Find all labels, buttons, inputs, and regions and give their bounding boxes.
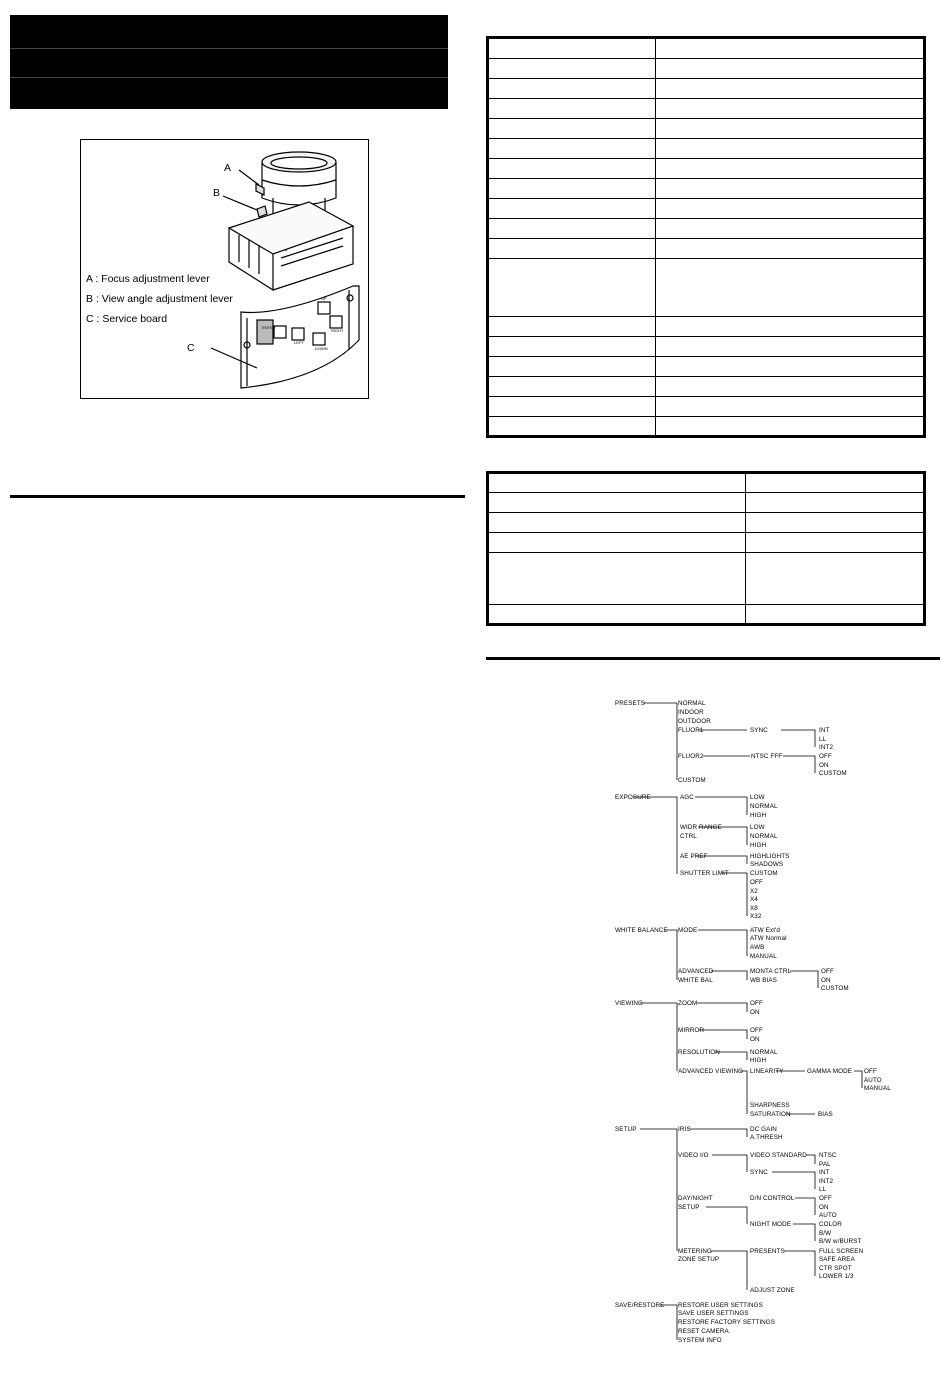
- board-button-enter: ENTER: [262, 325, 276, 330]
- menu-wb-advanced: ADVANCED: [678, 968, 714, 975]
- menu-agc-high: HIGH: [750, 812, 767, 819]
- menu-presents-ctr: CTR SPOT: [819, 1265, 852, 1272]
- menu-restore-user: RESTORE USER SETTINGS: [678, 1302, 763, 1309]
- menu-wdr-low: LOW: [750, 824, 765, 831]
- menu-presets-normal: NORMAL: [678, 700, 706, 707]
- menu-viewing-zoom: ZOOM: [678, 1000, 698, 1007]
- menu-setup-metering: METERING: [678, 1248, 713, 1255]
- menu-setup-day-night: DAY/NIGHT: [678, 1195, 713, 1202]
- menu-ae-shadows: SHADOWS: [750, 861, 784, 868]
- menu-save-user: SAVE USER SETTINGS: [678, 1310, 749, 1317]
- section-rule-left: [10, 495, 465, 498]
- menu-sync-int: INT: [819, 727, 830, 734]
- board-button-left: LEFT: [294, 340, 304, 345]
- menu-presents-safe: SAFE AREA: [819, 1256, 855, 1263]
- menu-wb-bias: WB BIAS: [750, 977, 777, 984]
- menu-system-info: SYSTEM INFO: [678, 1337, 722, 1344]
- menu-exposure-wdr-ctrl: CTRL: [680, 833, 697, 840]
- menu-ntsc-off: OFF: [819, 753, 832, 760]
- spec-table-1: [486, 36, 926, 438]
- menu-presets-outdoor: OUTDOOR: [678, 718, 711, 725]
- menu-shutter-x8: X8: [750, 905, 758, 912]
- menu-viewing-advanced: ADVANCED VIEWING: [678, 1068, 744, 1075]
- board-button-down: DOWN: [315, 346, 328, 351]
- menu-ntsc-custom: CUSTOM: [819, 770, 847, 777]
- menu-mirror-on: ON: [750, 1036, 760, 1043]
- menu-iris-athresh: A.THRESH: [750, 1134, 783, 1141]
- menu-setup-day-night-2: SETUP: [678, 1204, 700, 1211]
- menu-monta-on: ON: [821, 977, 831, 984]
- callout-c: C: [187, 342, 195, 354]
- camera-illustration: [80, 139, 369, 399]
- menu-presets-fluor1: FLUOR1: [678, 727, 704, 734]
- menu-viewing-mirror: MIRROR: [678, 1027, 705, 1034]
- menu-video-pal: PAL: [819, 1161, 831, 1168]
- menu-gamma-off: OFF: [864, 1068, 877, 1075]
- menu-wb-atw-extd: ATW Ext'd: [750, 927, 780, 934]
- menu-setup-presents: PRESENTS: [750, 1248, 785, 1255]
- menu-saturation-bias: BIAS: [818, 1111, 833, 1118]
- menu-setup-video-standard: VIDEO STANDARD: [750, 1152, 807, 1159]
- legend-focus-lever: A : Focus adjustment lever: [86, 273, 210, 285]
- menu-presets: PRESETS: [615, 700, 646, 707]
- legend-view-angle-lever: B : View angle adjustment lever: [86, 293, 233, 305]
- menu-viewing-linearity: LINEARITY: [750, 1068, 784, 1075]
- menu-resolution-normal: NORMAL: [750, 1049, 778, 1056]
- menu-shutter-custom: CUSTOM: [750, 870, 778, 877]
- menu-monta-off: OFF: [821, 968, 834, 975]
- menu-iris-dc-gain: DC GAIN: [750, 1126, 777, 1133]
- menu-viewing-sharpness: SHARPNESS: [750, 1102, 790, 1109]
- menu-gamma-manual: MANUAL: [864, 1085, 891, 1092]
- menu-setup-iris: IRIS: [678, 1126, 691, 1133]
- menu-presets-indoor: INDOOR: [678, 709, 704, 716]
- board-button-up: UP: [321, 296, 327, 301]
- callout-b: B: [213, 187, 221, 199]
- menu-zoom-off: OFF: [750, 1000, 763, 1007]
- menu-reset-camera: RESET CAMERA: [678, 1328, 729, 1335]
- menu-save-restore: SAVE/RESTORE: [615, 1302, 665, 1309]
- menu-wb-atw-normal: ATW Normal: [750, 935, 787, 942]
- menu-night-color: COLOR: [819, 1221, 842, 1228]
- board-button-right: RIGHT: [331, 328, 344, 333]
- menu-presets-sync: SYNC: [750, 727, 768, 734]
- section-rule-right: [486, 657, 940, 660]
- camera-module-drawing: [81, 140, 368, 398]
- menu-night-bw-burst: B/W w/BURST: [819, 1238, 862, 1245]
- menu-zoom-on: ON: [750, 1009, 760, 1016]
- menu-wb-monta-ctrl: MONTA CTRL: [750, 968, 792, 975]
- menu-shutter-x2: X2: [750, 888, 758, 895]
- menu-agc-low: LOW: [750, 794, 765, 801]
- menu-night-bw: B/W: [819, 1230, 832, 1237]
- menu-setup-dn-control: D/N CONTROL: [750, 1195, 795, 1202]
- menu-presents-full: FULL SCREEN: [819, 1248, 864, 1255]
- menu-dn-off: OFF: [819, 1195, 832, 1202]
- menu-mirror-off: OFF: [750, 1027, 763, 1034]
- menu-setup-sync-ll: LL: [819, 1186, 827, 1193]
- menu-dn-auto: AUTO: [819, 1212, 837, 1219]
- menu-setup-adjust-zone: ADJUST ZONE: [750, 1287, 795, 1294]
- header-bar: [10, 15, 448, 109]
- menu-exposure-wdr: WIDR RANGE: [680, 824, 722, 831]
- menu-setup-sync-int: INT: [819, 1169, 830, 1176]
- menu-viewing-resolution: RESOLUTION: [678, 1049, 720, 1056]
- menu-monta-custom: CUSTOM: [821, 985, 849, 992]
- menu-shutter-x4: X4: [750, 896, 758, 903]
- menu-setup-sync-int2: INT2: [819, 1178, 834, 1185]
- menu-shutter-off: OFF: [750, 879, 763, 886]
- menu-wdr-high: HIGH: [750, 842, 767, 849]
- menu-sync-ll: LL: [819, 736, 827, 743]
- menu-exposure-ae-pref: AE PREF: [680, 853, 708, 860]
- menu-ae-highlights: HIGHLIGHTS: [750, 853, 790, 860]
- menu-exposure: EXPOSURE: [615, 794, 651, 801]
- legend-service-board: C : Service board: [86, 313, 168, 325]
- spec-table-2: [486, 471, 926, 626]
- menu-shutter-x32: X32: [750, 913, 762, 920]
- menu-restore-factory: RESTORE FACTORY SETTINGS: [678, 1319, 776, 1326]
- menu-exposure-agc: AGC: [680, 794, 694, 801]
- menu-sync-int2: INT2: [819, 744, 834, 751]
- menu-video-ntsc: NTSC: [819, 1152, 837, 1159]
- menu-agc-normal: NORMAL: [750, 803, 778, 810]
- menu-presets-fluor2: FLUOR2: [678, 753, 704, 760]
- menu-wb-manual: MANUAL: [750, 953, 777, 960]
- menu-ntsc-on: ON: [819, 762, 829, 769]
- menu-setup: SETUP: [615, 1126, 637, 1133]
- menu-wdr-normal: NORMAL: [750, 833, 778, 840]
- menu-setup-video-io: VIDEO I/O: [678, 1152, 709, 1159]
- menu-viewing-gamma-mode: GAMMA MODE: [807, 1068, 853, 1075]
- menu-presets-custom: CUSTOM: [678, 777, 706, 784]
- menu-wb-mode: MODE: [678, 927, 698, 934]
- menu-presents-lower: LOWER 1/3: [819, 1273, 854, 1280]
- menu-white-balance: WHITE BALANCE: [615, 927, 668, 934]
- menu-presets-ntsc-fff: NTSC FFF: [751, 753, 783, 760]
- menu-setup-sync: SYNC: [750, 1169, 768, 1176]
- osd-menu-tree: [600, 692, 930, 1352]
- menu-wb-awb: AWB: [750, 944, 765, 951]
- menu-exposure-shutter: SHUTTER LIMIT: [680, 870, 729, 877]
- menu-viewing-saturation: SATURATION: [750, 1111, 791, 1118]
- menu-resolution-high: HIGH: [750, 1057, 767, 1064]
- menu-dn-on: ON: [819, 1204, 829, 1211]
- menu-setup-night-mode: NIGHT MODE: [750, 1221, 792, 1228]
- menu-setup-metering-2: ZONE SETUP: [678, 1256, 720, 1263]
- menu-viewing: VIEWING: [615, 1000, 643, 1007]
- menu-wb-advanced-2: WHITE BAL: [678, 977, 713, 984]
- menu-gamma-auto: AUTO: [864, 1077, 882, 1084]
- callout-a: A: [224, 162, 232, 174]
